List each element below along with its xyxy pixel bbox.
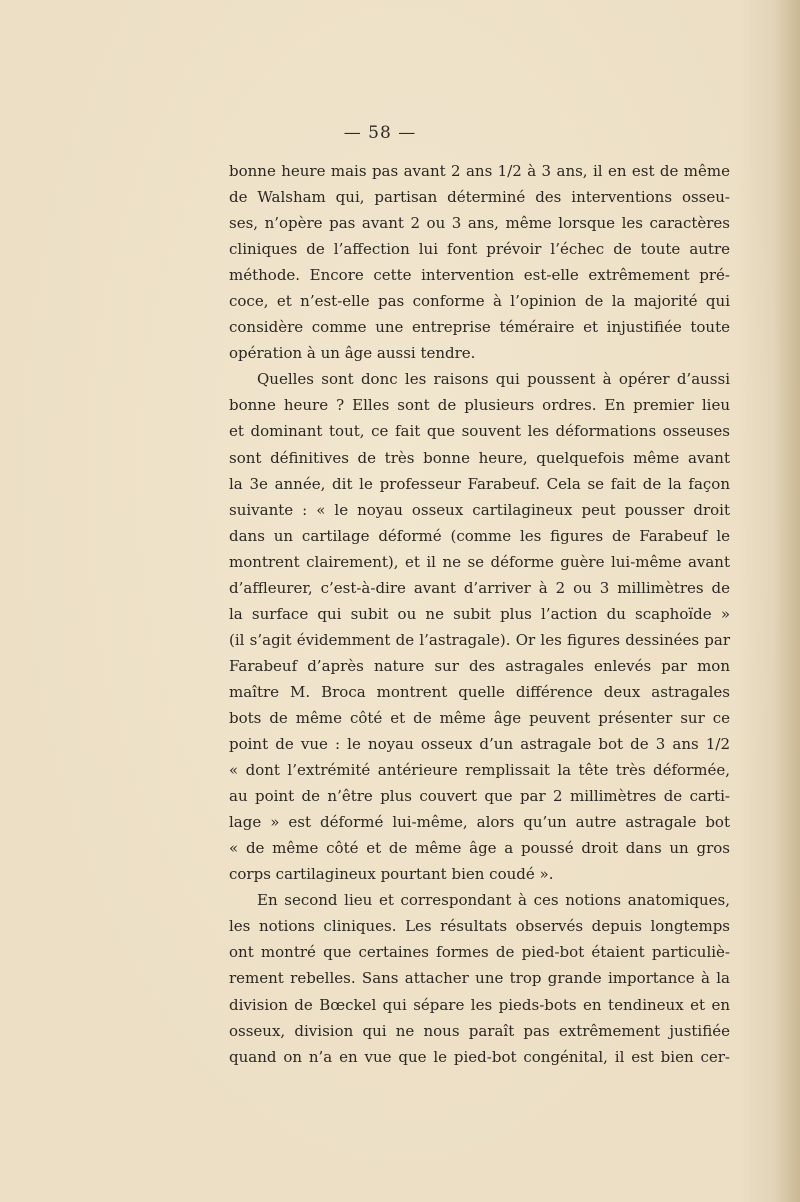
text-line: bonne heure ? Elles sont de plusieurs ordres. En premier lieu xyxy=(229,396,730,415)
text-line: et dominant tout, ce fait que souvent les déformations osseuses xyxy=(229,422,730,441)
text-line: Farabeuf d’après nature sur des astragales enlevés par mon xyxy=(229,656,730,675)
text-line: sont définitives de très bonne heure, quelquefois même avant xyxy=(229,448,730,467)
text-line: rement rebelles. Sans attacher une trop grande importance à la xyxy=(229,969,730,988)
text-line: ses, n’opère pas avant 2 ou 3 ans, même lorsque les caractères xyxy=(229,214,730,233)
text-line: « dont l’extrémité antérieure remplissait la tête très déformée, xyxy=(229,761,730,780)
text-line: de Walsham qui, partisan déterminé des interventions osseu- xyxy=(229,188,730,207)
text-line: bots de même côté et de même âge peuvent présenter sur ce xyxy=(229,708,730,727)
text-line: point de vue : le noyau osseux d’un astragale bot de 3 ans 1/2 xyxy=(229,735,730,754)
text-line: quand on n’a en vue que le pied-bot congénital, il est bien cer- xyxy=(229,1047,730,1066)
text-line: (il s’agit évidemment de l’astragale). Or les figures dessinées par xyxy=(229,630,730,649)
text-line: division de Bœckel qui sépare les pieds-bots en tendineux et en xyxy=(229,995,730,1014)
text-line: suivante : « le noyau osseux cartilagineux peut pousser droit xyxy=(229,500,730,519)
text-line: dans un cartilage déformé (comme les figures de Farabeuf le xyxy=(229,526,730,545)
text-line: coce, et n’est-elle pas conforme à l’opinion de la majorité qui xyxy=(229,292,730,311)
page-number: — 58 — xyxy=(343,123,417,143)
text-line: maître M. Broca montrent quelle différence deux astragales xyxy=(229,682,730,701)
text-line: opération à un âge aussi tendre. xyxy=(229,344,476,363)
text-line: osseux, division qui ne nous paraît pas extrêmement justifiée xyxy=(229,1021,730,1040)
body-text xyxy=(229,158,730,1070)
text-line: d’affleurer, c’est-à-dire avant d’arriver à 2 ou 3 millimètres de xyxy=(229,578,730,597)
text-line: bonne heure mais pas avant 2 ans 1/2 à 3 ans, il en est de même xyxy=(229,162,730,180)
text-line: En second lieu et correspondant à ces notions anatomiques, xyxy=(257,891,730,910)
text-line: cliniques de l’affection lui font prévoir l’échec de toute autre xyxy=(229,240,730,259)
text-line: corps cartilagineux pourtant bien coudé ». xyxy=(229,865,554,884)
text-line: considère comme une entreprise téméraire et injustifiée toute xyxy=(229,318,730,337)
text-line: les notions cliniques. Les résultats observés depuis longtemps xyxy=(229,917,730,936)
text-line: Quelles sont donc les raisons qui poussent à opérer d’aussi xyxy=(257,370,730,389)
text-line: au point de n’être plus couvert que par 2 millimètres de carti- xyxy=(229,787,730,806)
page-edge-shadow xyxy=(774,0,800,1202)
text-line: ont montré que certaines formes de pied-bot étaient particuliè- xyxy=(229,943,730,962)
text-line: méthode. Encore cette intervention est-elle extrêmement pré- xyxy=(229,266,730,285)
text-line: la surface qui subit ou ne subit plus l’action du scaphoïde » xyxy=(229,604,730,623)
text-line: « de même côté et de même âge a poussé droit dans un gros xyxy=(229,839,730,858)
text-line: montrent clairement), et il ne se déforme guère lui-même avant xyxy=(229,552,730,571)
text-line: lage » est déformé lui-même, alors qu’un autre astragale bot xyxy=(229,813,730,832)
text-line: la 3e année, dit le professeur Farabeuf. Cela se fait de la façon xyxy=(229,474,730,493)
